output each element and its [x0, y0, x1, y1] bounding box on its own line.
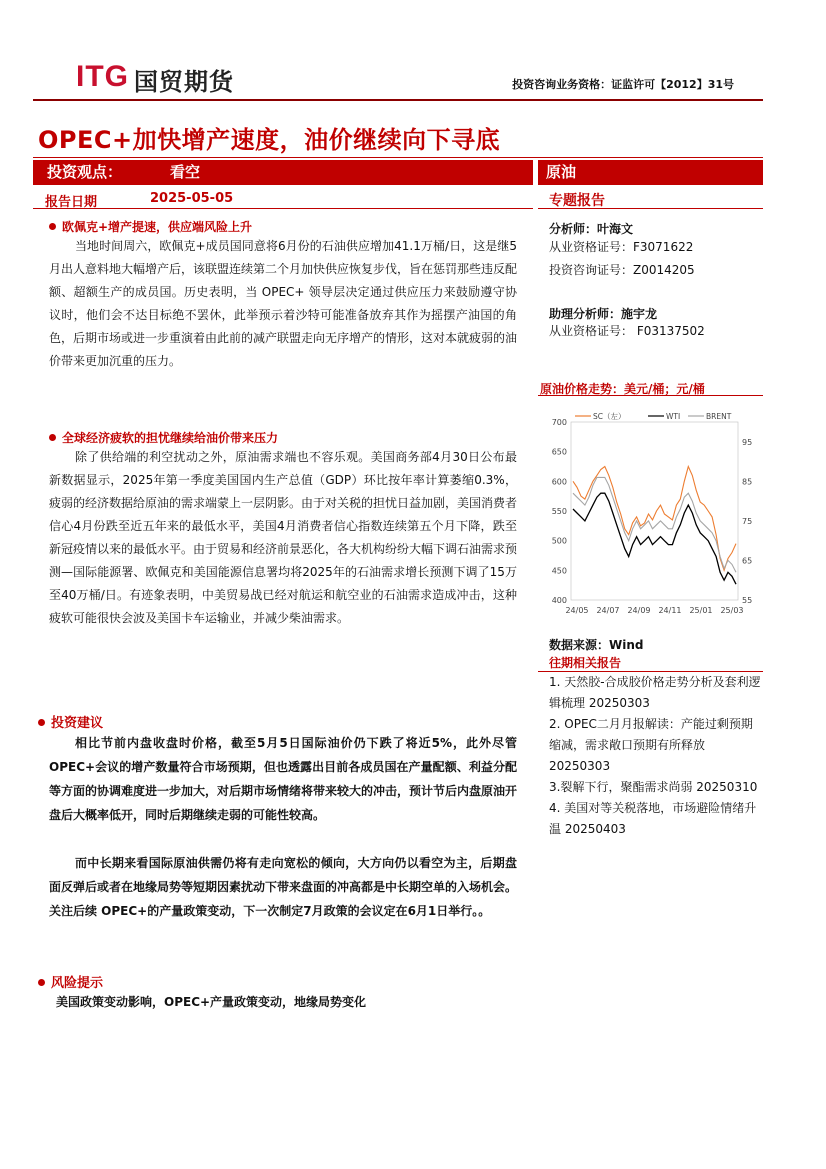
bullet-icon: [49, 434, 56, 441]
analyst-name: 分析师：叶海文: [549, 222, 634, 236]
x-axis-tick-label: 24/09: [627, 606, 651, 615]
company-logo-chinese: 国贸期货: [134, 68, 234, 96]
date-divider: [33, 208, 533, 209]
bullet-icon: [49, 223, 56, 230]
x-axis-tick-label: 25/01: [689, 606, 713, 615]
page-title: OPEC+加快增产速度，油价继续向下寻底: [38, 126, 501, 154]
legend-label: BRENT: [706, 412, 732, 421]
right-axis-tick-label: 85: [742, 477, 753, 487]
assistant-analyst-name: 助理分析师：施宇龙: [549, 307, 658, 321]
plot-frame: [571, 422, 738, 600]
section-heading: [49, 429, 278, 446]
category-label: 原油: [546, 163, 577, 181]
left-axis-tick-label: 400: [551, 596, 567, 605]
report-date-value: 2025-05-05: [150, 191, 234, 206]
section-heading-text: 投资建议: [51, 716, 104, 731]
category-band: [538, 160, 763, 185]
past-reports-title: 往期相关报告: [549, 656, 622, 670]
left-axis-tick-label: 550: [551, 507, 567, 516]
past-report-item[interactable]: 3.裂解下行，聚酯需求尚弱 20250310: [549, 780, 758, 794]
left-axis-tick-label: 650: [551, 447, 567, 457]
assistant-qualification: 从业资格证号： F03137502: [549, 324, 705, 338]
view-value: 看空: [170, 163, 201, 181]
data-source: 数据来源：Wind: [549, 638, 644, 652]
analyst-qualification: 从业资格证号：F3071622: [549, 240, 694, 254]
past-reports-list: [549, 672, 763, 840]
company-logo-latin: ITG: [76, 60, 129, 93]
legend-label: SC（左）: [593, 412, 626, 421]
section-heading-text: 全球经济疲软的担忧继续给油价带来压力: [62, 431, 279, 445]
analyst-invest-cert: 投资咨询证号：Z0014205: [549, 263, 695, 277]
section-heading: [49, 218, 252, 235]
section-heading-text: 欧佩克+增产提速，供应端风险上升: [62, 220, 253, 234]
report-date-label: 报告日期: [45, 195, 98, 210]
series-line: [573, 467, 736, 571]
right-axis-tick-label: 55: [742, 596, 753, 605]
chart-title-divider: [538, 395, 763, 396]
section-heading-text: 风险提示: [51, 976, 104, 991]
price-chart: [538, 400, 763, 625]
paragraph: 当地时间周六，欧佩克+成员国同意将6月份的石油供应增加41.1万桶/日，这是继5月出人意料地大幅增产后，该联盟连续第二个月加快供应恢复步伐，旨在惩罚那些违反配额、超额生产的成员国。历史表明，当 OPEC+ 领导层决定通过供应压力来鼓励遵守协议时，他们会不达目标绝不罢休，此举预示着沙特可能准备放弃其作为摇摆产油国的角色，后期市场或进一步重演着由此前的减产联盟走向无序增产的情形，这对本就疲弱的油价带来更加沉重的压力。: [49, 239, 518, 368]
past-report-item[interactable]: 4. 美国对等关税落地，市场避险情绪升温 20250403: [549, 801, 757, 836]
bullet-icon: [38, 719, 45, 726]
license-text: 投资咨询业务资格：证监许可【2012】31号: [512, 78, 734, 91]
bullet-icon: [38, 979, 45, 986]
left-axis-tick-label: 700: [551, 418, 567, 427]
title-divider: [33, 157, 763, 158]
right-axis-tick-label: 65: [742, 556, 753, 566]
x-axis-tick-label: 24/07: [596, 606, 620, 615]
x-axis-tick-label: 24/05: [565, 606, 589, 615]
x-axis-tick-label: 24/11: [658, 606, 682, 615]
legend-label: WTI: [666, 412, 681, 421]
left-axis-tick-label: 450: [551, 566, 567, 576]
x-axis-tick-label: 25/03: [720, 606, 744, 615]
header-divider: [33, 99, 763, 101]
chart-title: 原油价格走势：美元/桶；元/桶: [540, 382, 705, 396]
paragraph: 除了供给端的利空扰动之外，原油需求端也不容乐观。美国商务部4月30日公布最新数据显示，2025年第一季度美国国内生产总值（GDP）环比按年率计算萎缩0.3%，疲弱的经济数据给原油的需求端蒙上一层阴影。由于对关税的担忧日益加剧，美国消费者信心4月份跌至近五年来的最低水平，美国4月消费者信心指数连续第五个月下降，跌至新冠疫情以来的最低水平。由于贸易和经济前景恶化，各大机构纷纷大幅下调石油需求预测—国际能源署、欧佩克和美国能源信息署均将2025年的石油需求增长预测下调了15万至40万桶/日。有迹象表明，中美贸易战已经对航运和航空业的石油需求造成冲击，这种疲软可能很快会波及美国卡车运输业，并减少柴油需求。: [49, 450, 518, 625]
right-axis-tick-label: 75: [742, 516, 753, 526]
paragraph: 美国政策变动影响，OPEC+产量政策变动，地缘局势变化: [56, 995, 367, 1009]
left-axis-tick-label: 500: [551, 536, 567, 546]
series-line: [573, 477, 736, 572]
view-label: 投资观点：: [47, 163, 123, 181]
section-heading: [38, 712, 103, 731]
past-report-item[interactable]: 1. 天然胶-合成胶价格走势分析及套利逻辑梳理 20250303: [549, 675, 761, 710]
series-line: [573, 493, 736, 584]
section-heading: [38, 972, 103, 991]
report-type-divider: [538, 208, 763, 209]
past-report-item[interactable]: 2. OPEC二月月报解读：产能过剩预期缩减，需求敞口预期有所释放 20250303: [549, 717, 753, 773]
left-axis-tick-label: 600: [551, 477, 567, 487]
report-type: 专题报告: [549, 193, 605, 209]
paragraph: 相比节前内盘收盘时价格，截至5月5日国际油价仍下跌了将近5%，此外尽管 OPEC+会议的增产数量符合市场预期，但也透露出目前各成员国在产量配额、利益分配等方面的协调难度进一步加大，对后期市场情绪将带来较大的冲击，预计节后内盘原油开盘后大概率低开，同时后期继续走弱的可能性较高。: [49, 736, 518, 822]
paragraph: 而中长期来看国际原油供需仍将有走向宽松的倾向，大方向仍以看空为主，后期盘面反弹后或者在地缘局势等短期因素扰动下带来盘面的冲高都是中长期空单的入场机会。关注后续 OPEC+的产量政策变动，下一次制定7月政策的会议定在6月1日举行。。: [49, 856, 518, 918]
right-axis-tick-label: 95: [742, 437, 753, 447]
view-band: [33, 160, 533, 185]
